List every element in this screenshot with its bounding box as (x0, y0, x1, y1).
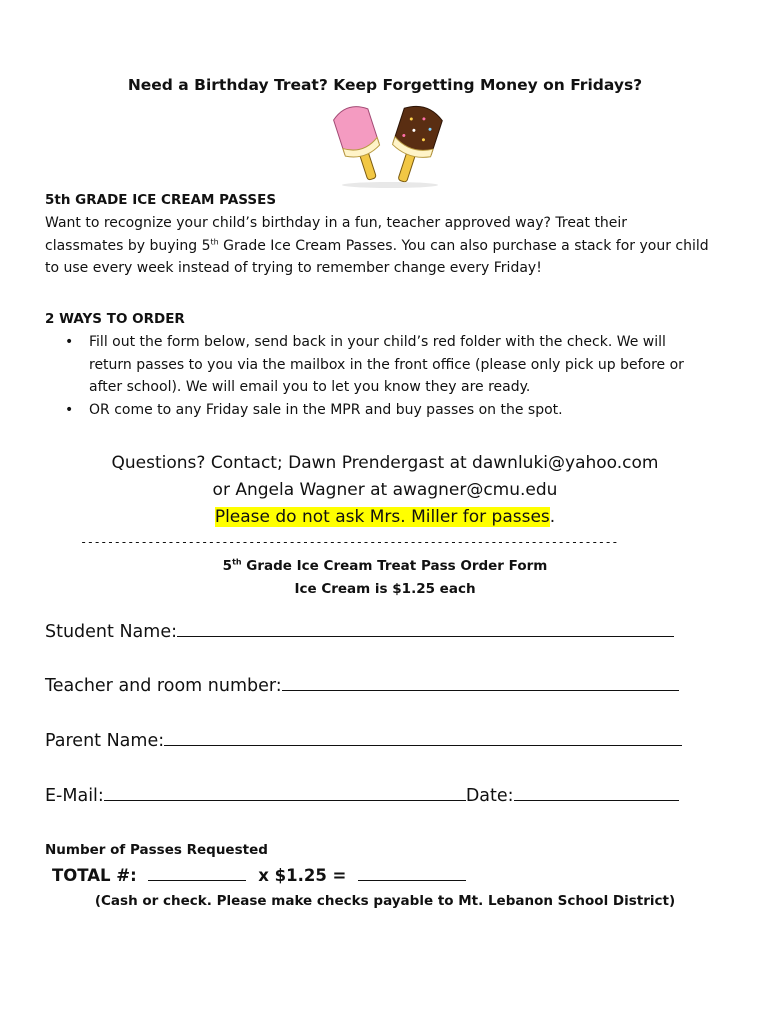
total-amount-line[interactable] (358, 866, 466, 881)
intro-line: classmates by buying 5th Grade Ice Cream Passes. You can also purchase a stack for your child (45, 236, 709, 254)
order-list (65, 331, 725, 421)
order-heading: 2 WAYS TO ORDER (45, 311, 185, 327)
student-name-line[interactable] (177, 622, 674, 637)
contact-block (0, 450, 770, 531)
contact-line: Questions? Contact; Dawn Prendergast at dawnluki@yahoo.com (111, 453, 659, 473)
price-line: Ice Cream is $1.25 each (294, 581, 476, 597)
student-name-label: Student Name: (45, 622, 177, 642)
bullet-icon: • (65, 401, 74, 418)
teacher-room-label: Teacher and room number: (45, 676, 282, 696)
date-label: Date: (465, 786, 514, 806)
email-label: E-Mail: (45, 786, 104, 806)
payment-note: (Cash or check. Please make checks payable to Mt. Lebanon School District) (94, 893, 676, 909)
email-line[interactable] (104, 786, 466, 801)
ice-cream-bars-illustration (330, 103, 450, 189)
teacher-room-field[interactable] (45, 676, 679, 696)
intro-line: to use every week instead of trying to remember change every Friday! (45, 260, 542, 276)
passes-requested-label: Number of Passes Requested (45, 842, 268, 858)
bullet-icon: • (65, 334, 74, 350)
page-title: Need a Birthday Treat? Keep Forgetting Money on Fridays? (127, 76, 643, 94)
parent-name-field[interactable] (45, 731, 682, 751)
form-title-block (0, 555, 770, 601)
email-date-row (45, 786, 679, 806)
parent-name-label: Parent Name: (45, 731, 165, 751)
date-line[interactable] (514, 786, 679, 801)
intro-paragraph (45, 212, 735, 280)
total-row (52, 866, 466, 885)
list-item: • OR come to any Friday sale in the MPR and buy passes on the spot. (65, 399, 725, 422)
parent-name-line[interactable] (164, 731, 682, 746)
list-item: • Fill out the form below, send back in your child’s red folder with the check. We will return passes to you via the mailbox in the front office (please only pick up before or after school). We will email you to let you know they are ready. (65, 331, 725, 399)
cut-line-divider: -------------------------------------------------------------------------------- (80, 535, 618, 549)
teacher-room-line[interactable] (282, 676, 679, 691)
passes-count-line[interactable] (148, 866, 246, 881)
contact-warning: Please do not ask Mrs. Miller for passes. (214, 507, 556, 527)
form-title: 5th Grade Ice Cream Treat Pass Order Form (222, 557, 548, 574)
total-label: TOTAL #: (52, 866, 137, 885)
price-multiplier: x $1.25 = (258, 866, 347, 885)
passes-heading: 5th GRADE ICE CREAM PASSES (45, 192, 277, 208)
intro-line: Want to recognize your child’s birthday in a fun, teacher approved way? Treat their (45, 215, 628, 231)
student-name-field[interactable] (45, 622, 674, 642)
contact-line: or Angela Wagner at awagner@cmu.edu (212, 480, 558, 500)
